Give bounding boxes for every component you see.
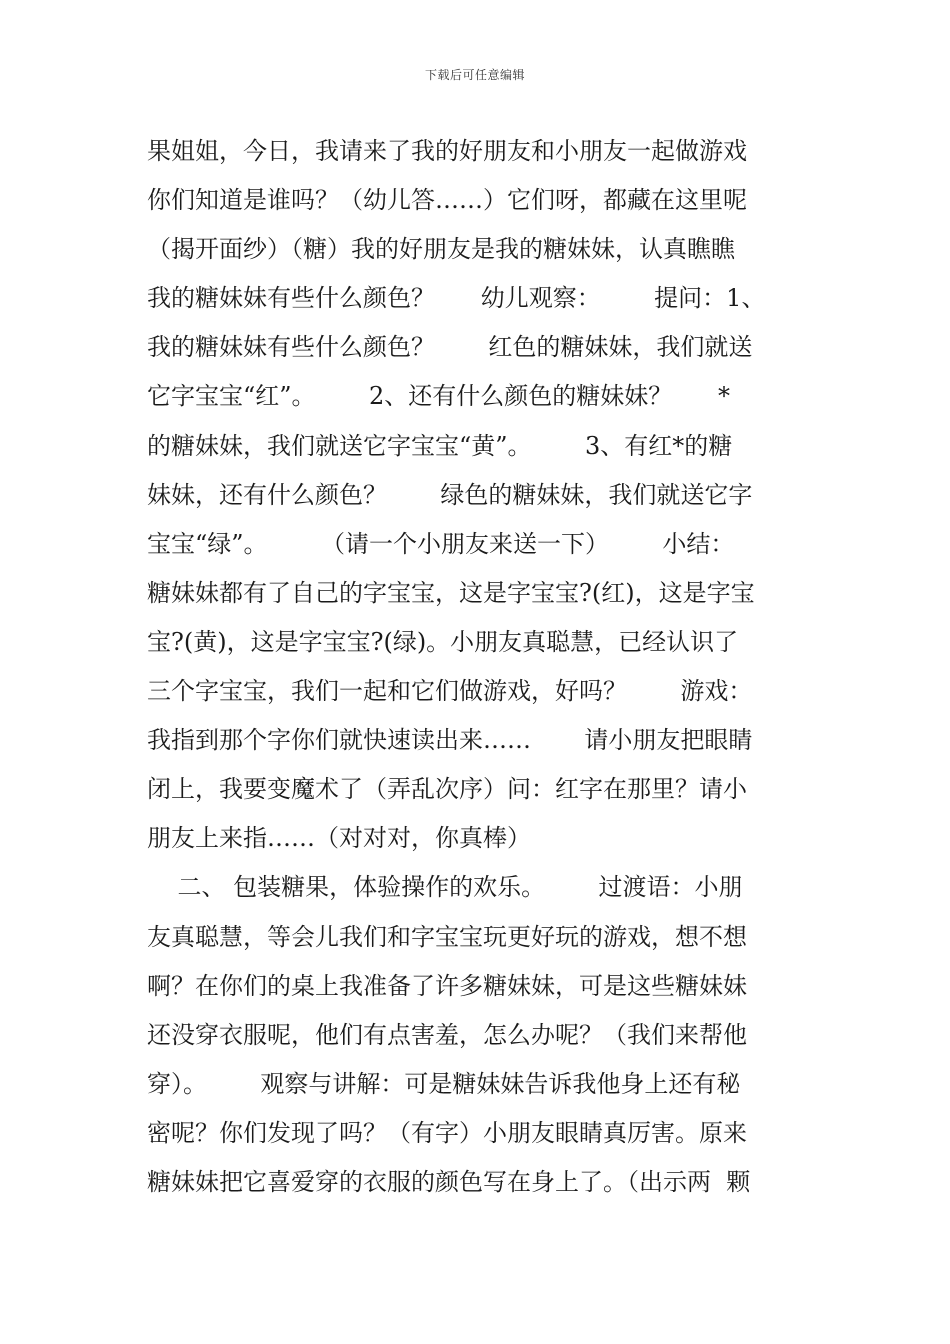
text-line: 我指到那个字你们就快速读出来…… 请小朋友把眼睛 — [147, 726, 753, 755]
text-line: 友真聪慧，等会儿我们和字宝宝玩更好玩的游戏，想不想 — [147, 922, 747, 951]
text-line: 你们知道是谁吗？（幼儿答……）它们呀，都藏在这里呢 — [147, 186, 747, 215]
text-line: 宝宝“绿”。 （请一个小朋友来送一下） 小结： — [147, 529, 735, 558]
text-line: 的糖妹妹，我们就送它字宝宝“黄”。 3、有红*的糖 — [147, 431, 733, 460]
text-line: 果姐姐，今日，我请来了我的好朋友和小朋友一起做游戏 — [147, 137, 747, 165]
text-line: 穿）。 观察与讲解：可是糖妹妹告诉我他身上还有秘 — [147, 1069, 741, 1098]
text-line: 宝?(黄)，这是字宝宝?(绿)。小朋友真聪慧，已经认识了 — [147, 627, 739, 656]
text-line: 啊？在你们的桌上我准备了许多糖妹妹，可是这些糖妹妹 — [147, 971, 747, 1000]
text-line: 朋友上来指……（对对对，你真棒） — [147, 824, 531, 853]
text-line: 密呢？你们发现了吗？（有字）小朋友眼睛真厉害。原来 — [147, 1118, 747, 1147]
page-header: 下载后可任意编辑 — [424, 68, 525, 82]
text-line: 闭上，我要变魔术了（弄乱次序）问：红字在那里？请小 — [147, 775, 747, 804]
text-line: 三个字宝宝，我们一起和它们做游戏，好吗？ 游戏： — [147, 677, 753, 706]
text-line: （揭开面纱）（糖）我的好朋友是我的糖妹妹，认真瞧瞧 — [147, 235, 735, 264]
text-line: 还没穿衣服呢，他们有点害羞，怎么办呢？（我们来帮他 — [147, 1020, 747, 1049]
text-line: 糖妹妹把它喜爱穿的衣服的颜色写在身上了。（出示两 颗 — [147, 1167, 751, 1196]
text-line: 我的糖妹妹有些什么颜色？ 红色的糖妹妹，我们就送 — [147, 333, 753, 362]
text-line: 妹妹，还有什么颜色？ 绿色的糖妹妹，我们就送它字 — [147, 480, 753, 509]
text-line: 糖妹妹都有了自己的字宝宝，这是字宝宝?(红)，这是字宝 — [147, 578, 755, 607]
text-line: 我的糖妹妹有些什么颜色？ 幼儿观察： 提问：1、 — [147, 284, 766, 313]
body-text — [147, 127, 807, 1207]
section-heading-line: 二、 包装糖果，体验操作的欢乐。 过渡语：小朋 — [147, 873, 743, 902]
text-line: 它字宝宝“红”。 2、还有什么颜色的糖妹妹？ * — [147, 382, 730, 411]
